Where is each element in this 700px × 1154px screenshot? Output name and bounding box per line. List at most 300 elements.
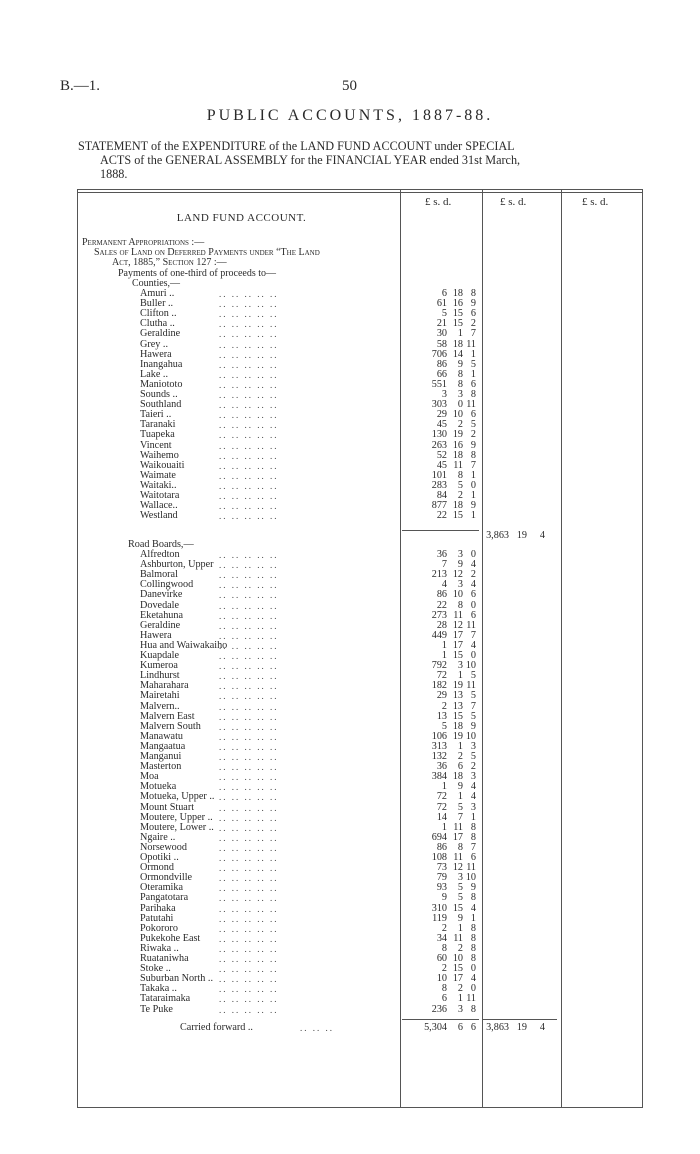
section-title: LAND FUND ACCOUNT. (176, 212, 307, 224)
table-row (0, 319, 640, 329)
amount-pence: 4 (470, 781, 476, 793)
amount-pence: 1 (470, 348, 476, 360)
amount-pence: 2 (470, 318, 476, 330)
amount-shillings: 8 (457, 469, 463, 481)
statement-heading (78, 139, 638, 181)
entry-name: Stoke .. (140, 963, 171, 975)
amount-shillings: 2 (457, 751, 463, 762)
amount-shillings: 1 (457, 993, 463, 1005)
amount-shillings: 15 (452, 650, 463, 661)
entry-name: Westland (140, 510, 178, 522)
carried-forward-rule-2 (483, 1019, 557, 1020)
table-row (0, 772, 640, 782)
leader-dots: .. .. .. .. .. (219, 430, 279, 441)
amount-pence: 11 (466, 680, 476, 692)
amount-pence: 7 (470, 841, 476, 853)
amount-pounds: 6 (441, 993, 447, 1005)
entry-name: Pokororo (140, 922, 178, 934)
amount-shillings: 15 (452, 963, 463, 975)
amount-shillings: 2 (457, 490, 463, 501)
counties-total-shillings: 19 (516, 530, 527, 541)
amount-shillings: 1 (457, 670, 463, 682)
page-title: PUBLIC ACCOUNTS, 1887-88. (206, 107, 494, 124)
carried-forward-row (0, 1023, 640, 1033)
amount-pounds: 101 (431, 469, 447, 481)
leader-dots: .. .. .. .. .. (219, 873, 279, 884)
leader-dots: .. .. .. .. .. (219, 511, 279, 522)
amount-pounds: 384 (431, 771, 447, 783)
table-row (0, 702, 640, 712)
leader-dots: .. .. .. .. .. (219, 491, 279, 501)
amount-shillings: 15 (452, 318, 463, 330)
table-row (0, 853, 640, 863)
entry-name: Malvern.. (140, 700, 180, 712)
entry-name: Geraldine (140, 328, 181, 340)
table-row (0, 863, 640, 873)
leader-dots: .. .. .. .. .. (219, 560, 279, 571)
amount-pence: 1 (470, 912, 476, 924)
amount-pounds: 58 (436, 338, 447, 350)
leader-dots: .. .. .. .. .. (219, 772, 279, 783)
amount-pence: 8 (470, 953, 476, 964)
amount-pence: 8 (470, 1003, 476, 1015)
leader-dots: .. .. .. .. .. (219, 782, 279, 793)
amount-pence: 5 (470, 690, 476, 702)
amount-pounds: 119 (432, 912, 447, 924)
entry-name: Waitotara (140, 490, 180, 501)
table-row (0, 792, 640, 802)
amount-shillings: 9 (457, 912, 463, 924)
amount-pence: 8 (470, 389, 476, 400)
table-row (0, 601, 640, 611)
amount-pence: 11 (466, 338, 476, 350)
intro-line-3: Act, 1885,” Section 127 :— (112, 257, 227, 269)
amount-pounds: 108 (431, 852, 447, 863)
intro-line-1: Permanent Appropriations :— (82, 237, 205, 248)
amount-pounds: 73 (436, 862, 447, 874)
amount-shillings: 8 (457, 368, 463, 380)
amount-pounds: 1 (441, 639, 447, 651)
table-row (0, 732, 640, 742)
amount-pounds: 236 (431, 1003, 447, 1015)
entry-name: Malvern East (140, 710, 195, 722)
amount-pounds: 551 (431, 378, 447, 390)
leader-dots: .. .. .. .. .. (219, 590, 279, 601)
table-row (0, 570, 640, 580)
amount-shillings: 7 (457, 811, 463, 823)
amount-pounds: 706 (431, 348, 447, 360)
amount-pence: 9 (470, 720, 476, 732)
amount-pounds: 310 (431, 902, 447, 914)
entry-name: Kuapdale (140, 650, 180, 661)
amount-pence: 11 (466, 993, 476, 1005)
leader-dots: .. .. .. .. .. (219, 711, 279, 722)
amount-shillings: 9 (457, 781, 463, 793)
amount-shillings: 1 (457, 740, 463, 752)
amount-pounds: 877 (431, 500, 447, 512)
table-row (0, 501, 640, 511)
amount-shillings: 10 (452, 409, 463, 421)
amount-shillings: 1 (457, 791, 463, 803)
leader-dots: .. .. .. .. .. (219, 903, 279, 914)
leader-dots: .. .. .. .. .. (219, 470, 279, 481)
amount-pounds: 6 (441, 288, 447, 299)
leader-dots: .. .. .. .. .. (219, 802, 279, 813)
amount-pence: 8 (470, 942, 476, 954)
amount-pence: 6 (470, 378, 476, 390)
amount-shillings: 5 (457, 882, 463, 894)
entry-name: Mangaatua (140, 740, 186, 752)
table-row (0, 712, 640, 722)
leader-dots: .. .. .. .. .. (219, 379, 279, 390)
table-row (0, 309, 640, 319)
amount-pounds: 36 (436, 761, 447, 773)
amount-shillings: 13 (452, 690, 463, 702)
intro-line-2: Sales of Land on Deferred Payments under “The Land (94, 247, 320, 259)
entry-name: Balmoral (140, 569, 178, 581)
amount-pence: 7 (470, 459, 476, 471)
table-row (0, 491, 640, 501)
table-row (0, 461, 640, 471)
table-row (0, 914, 640, 924)
carried-forward-rule-1 (402, 1019, 479, 1020)
amount-shillings: 17 (452, 831, 463, 843)
amount-pounds: 72 (436, 670, 447, 682)
amount-pounds: 7 (441, 559, 447, 571)
amount-pounds: 3 (441, 389, 447, 400)
table-row (0, 511, 640, 521)
amount-shillings: 13 (452, 700, 463, 712)
amount-pence: 6 (470, 609, 476, 621)
amount-pence: 4 (470, 973, 476, 985)
amount-pounds: 2 (441, 700, 447, 712)
leader-dots: .. .. .. .. .. (219, 299, 279, 310)
entry-name: Buller .. (140, 298, 174, 310)
amount-pence: 5 (470, 358, 476, 370)
entry-name: Kumeroa (140, 660, 178, 672)
entry-name: Clifton .. (140, 308, 177, 320)
leader-dots: .. .. .. .. .. (219, 339, 279, 350)
entry-name: Alfredton (140, 549, 180, 560)
column-header-3: £ s. d. (582, 196, 609, 208)
leader-dots: .. .. .. .. .. (219, 630, 279, 641)
table-row (0, 420, 640, 430)
table-row (0, 299, 640, 309)
amount-pence: 11 (466, 862, 476, 874)
amount-pounds: 29 (436, 409, 447, 421)
amount-pounds: 61 (436, 298, 447, 310)
entry-name: Hawera (140, 348, 172, 360)
entry-name: Patutahi (140, 912, 174, 924)
leader-dots: .. .. .. .. .. (219, 359, 279, 370)
amount-shillings: 11 (453, 852, 463, 863)
amount-shillings: 12 (452, 862, 463, 874)
entry-name: Maniototo (140, 378, 183, 390)
amount-pounds: 8 (441, 942, 447, 954)
entry-name: Pangatotara (140, 892, 189, 904)
entry-name: Inangahua (140, 358, 183, 370)
amount-shillings: 18 (452, 338, 463, 350)
entry-name: Moutere, Lower .. (140, 821, 214, 833)
amount-pence: 9 (470, 500, 476, 512)
amount-shillings: 6 (457, 761, 463, 773)
leader-dots: .. .. .. .. .. (219, 913, 279, 924)
amount-pence: 1 (470, 510, 476, 522)
leader-dots: .. .. .. .. .. (219, 671, 279, 682)
amount-pounds: 303 (431, 399, 447, 411)
table-row (0, 360, 640, 370)
leader-dots: .. .. .. .. .. (219, 620, 279, 631)
entry-name: Manganui (140, 751, 182, 762)
amount-shillings: 2 (457, 983, 463, 995)
amount-shillings: 5 (457, 801, 463, 813)
amount-shillings: 8 (457, 378, 463, 390)
leader-dots: .. .. .. .. .. (219, 792, 279, 803)
entry-name: Hawera (140, 629, 172, 641)
amount-shillings: 15 (452, 510, 463, 522)
amount-pounds: 86 (436, 589, 447, 601)
entry-name: Geraldine (140, 619, 181, 631)
entry-name: Opotiki .. (140, 852, 179, 863)
table-row (0, 471, 640, 481)
entry-name: Lake .. (140, 368, 169, 380)
entry-name: Manawatu (140, 730, 183, 742)
leader-dots: .. .. .. .. .. (219, 410, 279, 421)
entry-name: Parihaka (140, 902, 176, 914)
leader-dots: .. .. .. .. .. (219, 964, 279, 975)
amount-pence: 7 (470, 700, 476, 712)
amount-pounds: 34 (436, 932, 447, 944)
entry-name: Ormondville (140, 872, 193, 884)
table-row (0, 641, 640, 651)
entry-name: Motueka, Upper .. (140, 791, 215, 803)
amount-shillings: 9 (457, 358, 463, 370)
amount-pounds: 8 (441, 983, 447, 995)
amount-pence: 5 (470, 710, 476, 722)
amount-shillings: 11 (453, 459, 463, 471)
amount-pence: 5 (470, 670, 476, 682)
table-row (0, 813, 640, 823)
entry-name: Masterton (140, 761, 182, 773)
amount-pounds: 21 (436, 318, 447, 330)
amount-pounds: 132 (431, 751, 447, 762)
entry-name: Te Puke (140, 1003, 173, 1015)
table-row (0, 350, 640, 360)
table-row (0, 752, 640, 762)
amount-pence: 8 (470, 831, 476, 843)
table-row (0, 451, 640, 461)
amount-shillings: 17 (452, 629, 463, 641)
amount-pounds: 36 (436, 549, 447, 560)
amount-pence: 3 (470, 801, 476, 813)
statement-line-2: ACTS of the GENERAL ASSEMBLY for the FINANCIAL YEAR ended 31st March, (100, 153, 521, 167)
leader-dots: .. .. .. .. .. (219, 863, 279, 874)
entry-name: Amuri .. (140, 288, 175, 299)
entry-name: Motueka (140, 781, 177, 793)
amount-pounds: 449 (431, 629, 447, 641)
amount-shillings: 18 (452, 771, 463, 783)
amount-pounds: 130 (431, 429, 447, 441)
leader-dots: .. .. .. .. .. (219, 640, 279, 651)
carried-forward-label: Carried forward .. (180, 1022, 253, 1033)
table-row (0, 621, 640, 631)
amount-shillings: 11 (453, 821, 463, 833)
amount-pence: 5 (470, 419, 476, 431)
cf-col2-pounds: 3,863 (486, 1022, 509, 1033)
leader-dots: .. .. .. .. .. (219, 661, 279, 672)
leader-dots: .. .. .. .. .. (219, 731, 279, 742)
amount-shillings: 15 (452, 308, 463, 320)
amount-pounds: 29 (436, 690, 447, 702)
amount-pence: 5 (470, 751, 476, 762)
table-row (0, 833, 640, 843)
amount-pounds: 4 (441, 579, 447, 591)
amount-shillings: 14 (452, 348, 463, 360)
table-row (0, 1005, 640, 1015)
amount-pounds: 28 (436, 619, 447, 631)
amount-pence: 3 (470, 740, 476, 752)
amount-pence: 8 (470, 892, 476, 904)
amount-pounds: 5 (441, 308, 447, 320)
table-row (0, 843, 640, 853)
amount-pence: 8 (470, 821, 476, 833)
table-row (0, 611, 640, 621)
amount-pence: 7 (470, 328, 476, 340)
entry-name: Ormond (140, 862, 174, 874)
amount-pounds: 313 (431, 740, 447, 752)
entry-name: Norsewood (140, 841, 187, 853)
entry-name: Clutha .. (140, 318, 175, 330)
amount-pence: 4 (470, 791, 476, 803)
amount-pounds: 52 (436, 449, 447, 461)
amount-pence: 1 (470, 811, 476, 823)
leader-dots: .. .. .. .. .. (219, 842, 279, 853)
leader-dots: .. .. .. .. .. (219, 893, 279, 904)
amount-pence: 8 (470, 288, 476, 299)
entry-name: Ruataniwha (140, 953, 189, 964)
amount-pounds: 45 (436, 419, 447, 431)
amount-shillings: 3 (457, 579, 463, 591)
leader-dots: .. .. .. .. .. (219, 570, 279, 581)
amount-shillings: 18 (452, 500, 463, 512)
amount-pence: 10 (465, 872, 476, 884)
amount-shillings: 17 (452, 639, 463, 651)
amount-shillings: 2 (457, 942, 463, 954)
leader-dots: .. .. .. .. .. (219, 420, 279, 431)
leader-dots: .. .. .. .. .. (219, 610, 279, 621)
leader-dots: .. .. .. .. .. (219, 762, 279, 773)
table-row (0, 400, 640, 410)
amount-pounds: 45 (436, 459, 447, 471)
leader-dots: .. .. .. .. .. (219, 390, 279, 400)
leader-dots: .. .. .. .. .. (219, 329, 279, 340)
amount-pence: 0 (470, 983, 476, 995)
leader-dots: .. .. .. .. .. (219, 954, 279, 964)
leader-dots: .. .. .. .. .. (219, 450, 279, 461)
amount-pounds: 86 (436, 841, 447, 853)
table-row (0, 289, 640, 299)
table-row (0, 893, 640, 903)
leader-dots: .. .. .. .. .. (219, 600, 279, 611)
amount-pence: 2 (470, 429, 476, 441)
table-row (0, 742, 640, 752)
table-row (0, 329, 640, 339)
amount-pence: 4 (470, 639, 476, 651)
leader-dots: .. .. .. .. .. (219, 1004, 279, 1015)
cf-col2-shillings: 19 (516, 1022, 527, 1033)
counties-total-pence: 4 (539, 530, 545, 541)
amount-pounds: 5 (441, 720, 447, 732)
entry-name: Mount Stuart (140, 801, 195, 813)
amount-shillings: 3 (457, 389, 463, 400)
amount-pence: 4 (470, 902, 476, 914)
leader-dots: .. .. .. .. .. (219, 853, 279, 863)
table-row (0, 340, 640, 350)
cf-col1-pounds: 5,304 (424, 1022, 447, 1033)
amount-pence: 0 (470, 479, 476, 491)
entry-name: Dovedale (140, 599, 180, 611)
amount-shillings: 5 (457, 892, 463, 904)
amount-shillings: 0 (457, 399, 463, 411)
entry-name: Waihemo (140, 449, 179, 461)
amount-pence: 2 (470, 569, 476, 581)
amount-pence: 0 (470, 650, 476, 661)
leader-dots: .. .. .. .. .. (219, 480, 279, 491)
cf-col2-pence: 4 (539, 1022, 545, 1033)
amount-pence: 6 (470, 409, 476, 421)
amount-shillings: 19 (452, 429, 463, 441)
leader-dots: .. .. .. .. .. (219, 651, 279, 661)
entry-name: Waimate (140, 469, 176, 481)
amount-shillings: 17 (452, 973, 463, 985)
table-row (0, 883, 640, 893)
entry-name: Hua and Waiwakaiho (140, 639, 228, 651)
amount-pence: 9 (470, 439, 476, 451)
leader-dots: .. .. .. .. .. (219, 883, 279, 894)
amount-pounds: 792 (431, 660, 447, 672)
column-header-2: £ s. d. (500, 196, 527, 208)
table-row (0, 803, 640, 813)
amount-pence: 6 (470, 308, 476, 320)
leader-dots: .. .. .. .. .. (219, 974, 279, 985)
amount-pounds: 86 (436, 358, 447, 370)
amount-shillings: 10 (452, 953, 463, 964)
amount-shillings: 3 (457, 660, 463, 672)
amount-pounds: 60 (436, 953, 447, 964)
column-header-1: £ s. d. (425, 196, 452, 208)
amount-shillings: 15 (452, 902, 463, 914)
leader-dots: .. .. .. .. .. (219, 994, 279, 1005)
amount-pounds: 14 (436, 811, 447, 823)
entry-name: Waitaki.. (140, 479, 177, 491)
table-row (0, 631, 640, 641)
amount-shillings: 1 (457, 328, 463, 340)
amount-shillings: 3 (457, 1003, 463, 1015)
amount-shillings: 2 (457, 419, 463, 431)
amount-shillings: 18 (452, 449, 463, 461)
amount-pounds: 2 (441, 963, 447, 975)
amount-pence: 10 (465, 660, 476, 672)
leader-dots: .. .. .. .. .. (219, 289, 279, 299)
statement-line-1: STATEMENT of the EXPENDITURE of the LAND FUND ACCOUNT under SPECIAL (78, 139, 515, 153)
entry-name: Lindhurst (140, 670, 180, 682)
entry-name: Eketahuna (140, 609, 183, 621)
amount-pence: 11 (466, 399, 476, 411)
leader-dots: .. .. .. .. .. (219, 501, 279, 512)
leader-dots: .. .. .. .. .. (219, 984, 279, 995)
amount-pence: 2 (470, 761, 476, 773)
leader-dots: .. .. .. .. .. (219, 943, 279, 954)
